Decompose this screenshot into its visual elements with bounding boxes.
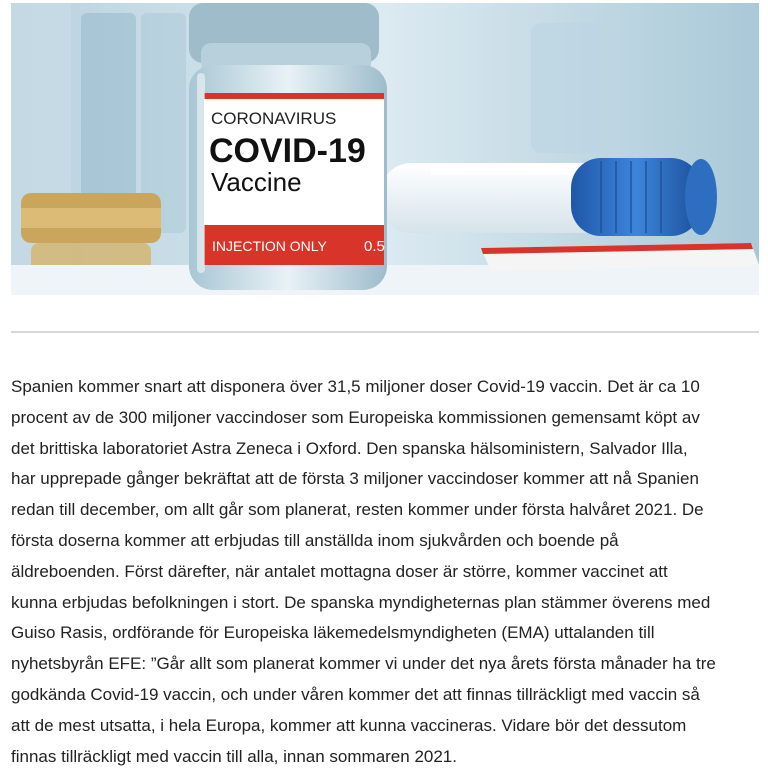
article-line: äldreboenden. Först därefter, när antalet mottagna doser är större, kommer vaccinet att (11, 561, 668, 581)
label-vaccine: Vaccine (211, 167, 302, 197)
label-injection-only: INJECTION ONLY (212, 238, 327, 254)
article-line: det brittiska laboratoriet Astra Zeneca i Oxford. Den spanska hälsoministern, Salvador Illa, (11, 438, 688, 458)
article-line: Spanien kommer snart att disponera över 31,5 miljoner doser Covid-19 vaccin. Det är ca 10 (11, 377, 700, 396)
vaccine-vial-illustration (11, 3, 759, 295)
article-line: redan till december, om allt går som planerat, resten kommer under första halvåret 2021. De (11, 500, 704, 520)
article-line: första doserna kommer att erbjudas till anställda inom sjukvården och boende på (11, 530, 619, 550)
article-line: procent av de 300 miljoner vaccindoser som Europeiska kommissionen gemensamt köpt av (11, 407, 700, 427)
article-line: finnas tillräckligt med vaccin till alla, innan sommaren 2021. (11, 746, 457, 766)
label-coronavirus: CORONAVIRUS (211, 109, 337, 128)
article-body (11, 372, 759, 772)
article-line: har upprepade gånger bekräftat att de första 3 miljoner vaccindoser kommer att nå Spanien (11, 469, 699, 489)
divider (11, 331, 759, 333)
label-dose-edge: 0.5 (364, 238, 385, 255)
article-line: kunna erbjudas befolkningen i stort. De spanska myndigheternas plan stämmer överens med (11, 592, 711, 612)
article-line: Guiso Rasis, ordförande för Europeiska läkemedelsmyndigheten (EMA) uttalanden till (11, 623, 655, 643)
article-line: nyhetsbyrån EFE: ”Går allt som planerat kommer vi under det nya årets första månader ha tre (11, 654, 716, 674)
article-line: att de mest utsatta, i hela Europa, kommer att kunna vaccineras. Vidare bör det dessutom (11, 715, 687, 735)
hero-image (11, 3, 759, 295)
article-line: godkända Covid-19 vaccin, och under våren kommer det att finnas tillräckligt med vaccin så (11, 684, 700, 704)
label-covid19: COVID-19 (209, 132, 366, 170)
